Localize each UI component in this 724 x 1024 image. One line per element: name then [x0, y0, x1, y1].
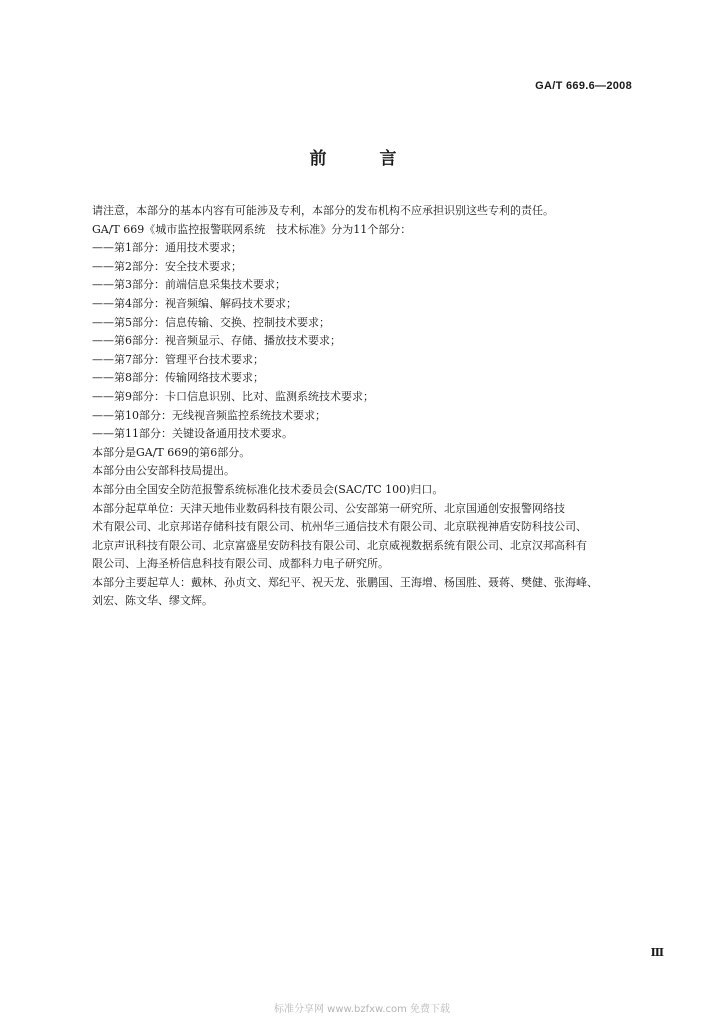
drafting-units-line: 北京声讯科技有限公司、北京富盛星安防科技有限公司、北京威视数据系统有限公司、北京汉邦高科有	[92, 538, 587, 552]
part-statement: 本部分是GA/T 669的第6部分。	[92, 445, 251, 459]
list-item: ——第2部分：安全技术要求；	[92, 259, 242, 273]
list-item: ——第1部分：通用技术要求；	[92, 241, 242, 255]
drafting-units	[92, 500, 632, 574]
parts-intro: GA/T 669《城市监控报警联网系统 技术标准》分为11个部分：	[92, 222, 412, 236]
drafting-units-line: 限公司、上海圣桥信息科技有限公司、成都科力电子研究所。	[92, 557, 389, 571]
page-number: Ⅲ	[650, 946, 664, 959]
list-item: ——第8部分：传输网络技术要求；	[92, 371, 264, 385]
drafters-line: 本部分主要起草人：戴林、孙贞文、郑纪平、祝天龙、张鹏国、王海增、杨国胜、聂蒋、樊健、张海峰、	[92, 575, 598, 589]
list-item: ——第4部分：视音频编、解码技术要求；	[92, 296, 297, 310]
list-item: ——第7部分：管理平台技术要求；	[92, 352, 264, 366]
proposer-statement: 本部分由公安部科技局提出。	[92, 464, 235, 478]
list-item: ——第10部分：无线视音频监控系统技术要求；	[92, 408, 326, 422]
drafting-units-line: 术有限公司、北京邦诺存储科技有限公司、杭州华三通信技术有限公司、北京联视神盾安防科技公司、	[92, 520, 587, 534]
drafters-line: 刘宏、陈文华、缪文辉。	[92, 594, 213, 608]
parts-list	[92, 239, 632, 444]
committee-statement: 本部分由全国安全防范报警系统标准化技术委员会(SAC/TC 100)归口。	[92, 482, 444, 496]
patent-notice: 请注意，本部分的基本内容有可能涉及专利，本部分的发布机构不应承担识别这些专利的责任。	[92, 204, 554, 217]
list-item: ——第9部分：卡口信息识别、比对、监测系统技术要求；	[92, 389, 374, 403]
list-item: ——第3部分：前端信息采集技术要求；	[92, 278, 286, 292]
list-item: ——第5部分：信息传输、交换、控制技术要求；	[92, 315, 330, 329]
foreword-body	[92, 202, 632, 611]
list-item: ——第11部分：关键设备通用技术要求。	[92, 427, 293, 441]
list-item: ——第6部分：视音频显示、存储、播放技术要求；	[92, 334, 341, 348]
drafters	[92, 574, 632, 611]
standard-code: GA/T 669.6—2008	[535, 80, 632, 92]
watermark-text: 标准分享网 www.bzfxw.com 免费下载	[274, 1004, 450, 1015]
page-title: 前 言	[309, 149, 415, 169]
drafting-units-line: 本部分起草单位：天津天地伟业数码科技有限公司、公安部第一研究所、北京国通创安报警网络技	[92, 501, 565, 515]
